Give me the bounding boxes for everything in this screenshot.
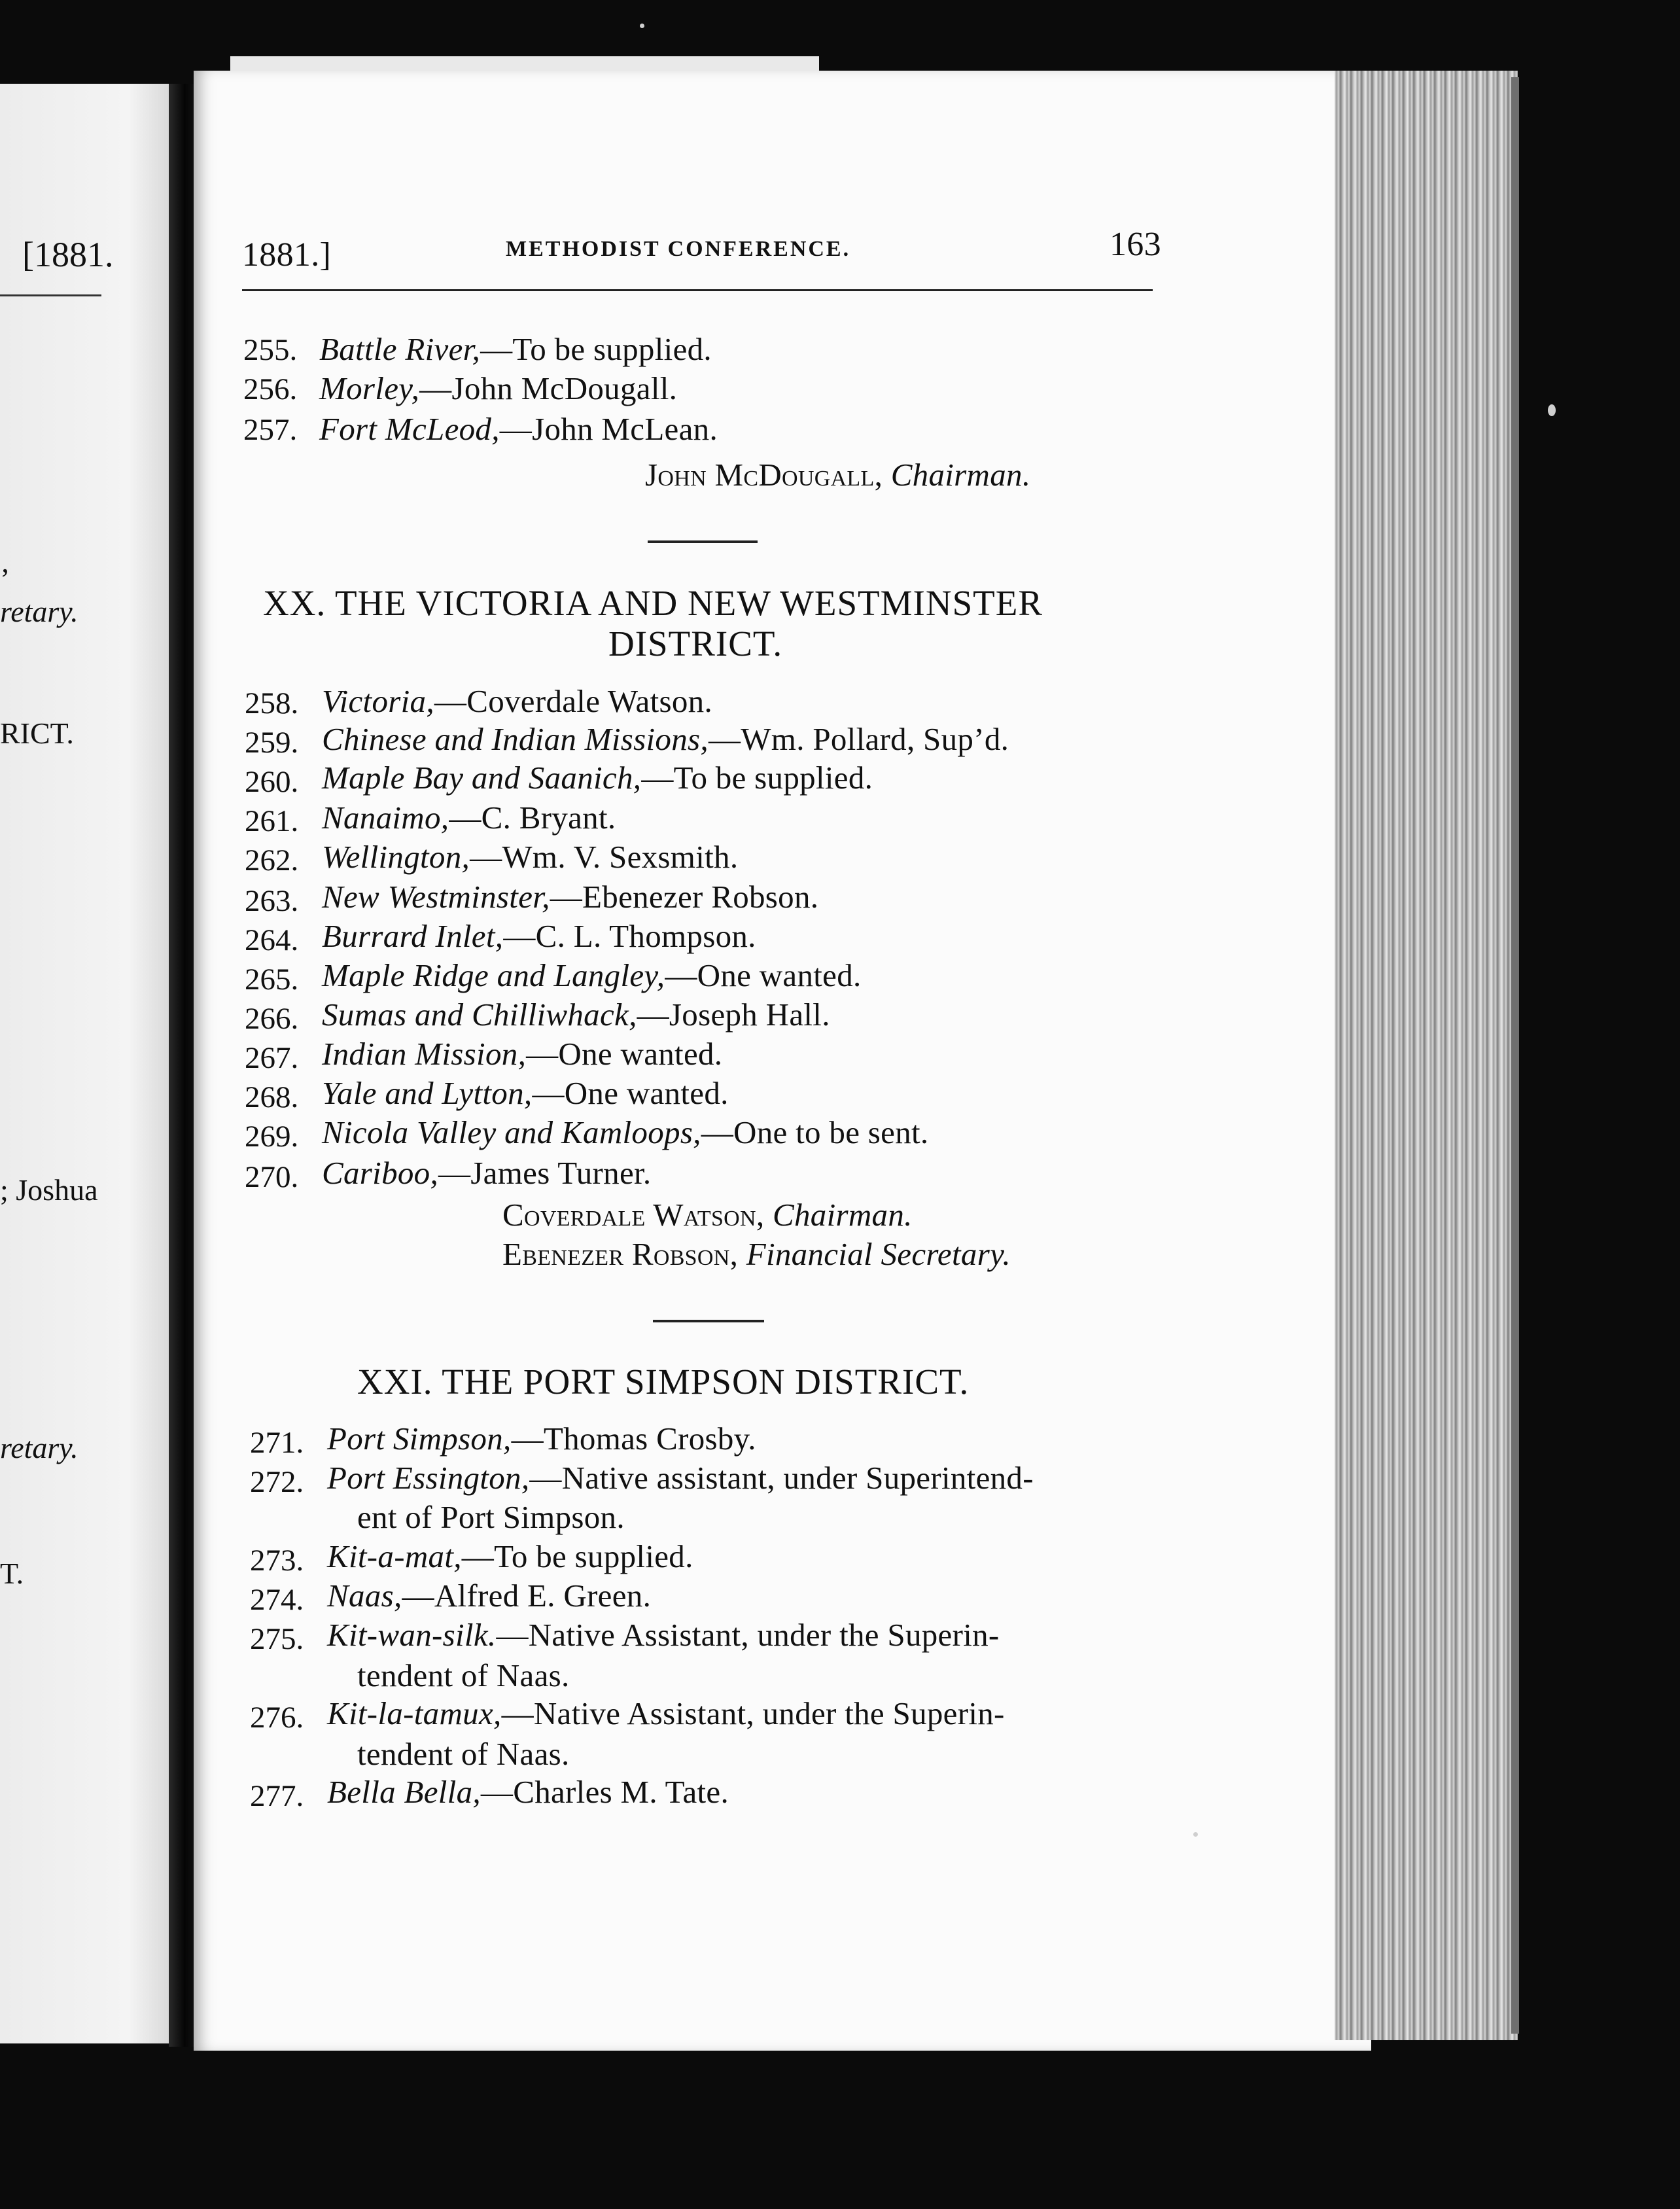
entry-number: 271. (250, 1426, 304, 1460)
previous-page-fragment-text: RICT. (0, 716, 74, 750)
entry-appointment: —Native Assistant, under the Superin- (496, 1617, 1000, 1653)
entry-place: Indian Mission, (322, 1036, 527, 1072)
entry-number: 264. (245, 923, 299, 957)
previous-page-fragment-text: retary. (0, 1431, 79, 1464)
entry-place: Yale and Lytton, (322, 1075, 533, 1111)
entry-line (327, 1773, 729, 1811)
entry-number: 272. (250, 1465, 304, 1499)
entry-place: Naas, (327, 1578, 402, 1614)
entry-appointment: —Wm. V. Sexsmith. (470, 839, 739, 875)
entry-number: 255. (243, 333, 298, 367)
entry-number: 256. (243, 372, 298, 406)
entry-number: 277. (250, 1779, 304, 1813)
entry-appointment: —Ebenezer Robson. (550, 879, 819, 915)
entry-line (327, 1616, 1000, 1653)
entry-place: Bella Bella, (327, 1774, 481, 1810)
entry-line (327, 1420, 756, 1457)
entry-line (322, 1154, 651, 1192)
entry-number: 261. (245, 804, 299, 838)
entry-appointment: —One wanted. (665, 957, 862, 993)
entry-appointment: —Thomas Crosby. (511, 1421, 756, 1457)
entry-place: Kit-a-mat, (327, 1538, 462, 1574)
entry-line (322, 1114, 928, 1151)
entry-number: 273. (250, 1544, 304, 1578)
entry-appointment: —Alfred E. Green. (402, 1578, 652, 1614)
entry-place: Cariboo, (322, 1155, 439, 1191)
entry-line (322, 720, 1009, 758)
entry-line (322, 799, 616, 836)
district-title-continued: DISTRICT. (608, 624, 783, 663)
entry-appointment: —Native Assistant, under the Superin- (501, 1695, 1005, 1731)
previous-page-header-rule (0, 294, 101, 296)
section-divider (653, 1320, 764, 1322)
entry-line (322, 957, 862, 994)
dust-speck (640, 24, 644, 28)
entry-number: 270. (245, 1160, 299, 1194)
entry-number: 276. (250, 1701, 304, 1735)
signature-name: John McDougall, (645, 457, 883, 493)
entry-place: Kit-la-tamux, (327, 1695, 502, 1731)
district-title: XXI. THE PORT SIMPSON DISTRICT. (357, 1362, 970, 1402)
previous-page-fragment-text: T. (0, 1557, 24, 1590)
district-title: XX. THE VICTORIA AND NEW WESTMINSTER (263, 583, 1043, 623)
entry-number: 275. (250, 1622, 304, 1656)
entry-place: Maple Ridge and Langley, (322, 957, 665, 993)
chairman-signature (502, 1196, 913, 1233)
entry-place: Kit-wan-silk. (327, 1617, 497, 1653)
entry-appointment: —John McDougall. (419, 370, 678, 406)
entry-line (322, 1035, 722, 1072)
entry-appointment: —One wanted. (532, 1075, 729, 1111)
entry-continuation: tendent of Naas. (357, 1657, 570, 1693)
previous-page-fragment-text: ’ (0, 562, 10, 595)
previous-page-year: [1881. (22, 235, 114, 274)
signature-name: Ebenezer Robson, (502, 1236, 739, 1272)
entry-number: 258. (245, 686, 299, 720)
entry-continuation: ent of Port Simpson. (357, 1499, 625, 1535)
entry-number: 263. (245, 884, 299, 918)
entry-continuation: tendent of Naas. (357, 1736, 570, 1772)
chairman-signature (645, 456, 1030, 493)
signature-role: Chairman. (772, 1197, 913, 1233)
signature-role: Chairman. (890, 457, 1031, 493)
previous-page-fragment-text: retary. (0, 595, 79, 628)
entry-number: 260. (245, 765, 299, 799)
previous-page-fragment (0, 84, 184, 2043)
section-divider (648, 540, 758, 543)
entry-appointment: —To be supplied. (641, 760, 873, 796)
entry-appointment: —To be supplied. (480, 331, 712, 367)
entry-line (327, 1695, 1005, 1732)
entry-appointment: —Native assistant, under Superintend- (529, 1460, 1034, 1496)
entry-place: Chinese and Indian Missions, (322, 721, 709, 757)
entry-appointment: —James Turner. (438, 1155, 652, 1191)
entry-line (322, 838, 738, 875)
dust-speck (1193, 1832, 1198, 1837)
entry-line (319, 330, 712, 368)
entry-number: 257. (243, 413, 298, 447)
entry-number: 267. (245, 1041, 299, 1075)
entry-appointment: —One wanted. (526, 1036, 723, 1072)
entry-number: 266. (245, 1002, 299, 1036)
page-number: 163 (1110, 226, 1161, 263)
entry-place: Nicola Valley and Kamloops, (322, 1114, 701, 1150)
running-title: METHODIST CONFERENCE. (506, 237, 851, 261)
entry-place: Port Simpson, (327, 1421, 512, 1457)
entry-line (327, 1459, 1034, 1496)
entry-line (322, 682, 712, 720)
entry-appointment: —One to be sent. (701, 1114, 929, 1150)
entry-appointment: —C. L. Thompson. (503, 918, 756, 954)
entry-line (327, 1538, 693, 1575)
dust-speck (1548, 404, 1556, 416)
entry-appointment: —Charles M. Tate. (480, 1774, 729, 1810)
entry-number: 269. (245, 1120, 299, 1154)
entry-line (322, 878, 818, 915)
entry-number: 259. (245, 726, 299, 760)
entry-place: Sumas and Chilliwhack, (322, 997, 637, 1033)
header-rule (242, 289, 1153, 291)
entry-line (322, 996, 830, 1033)
entry-place: Fort McLeod, (319, 411, 500, 447)
entry-number: 262. (245, 843, 299, 877)
entry-line (319, 370, 677, 407)
entry-appointment: —C. Bryant. (449, 800, 616, 836)
entry-place: Burrard Inlet, (322, 918, 504, 954)
entry-appointment: —Joseph Hall. (637, 997, 830, 1033)
page-edges-shadow (1511, 77, 1519, 2034)
entry-number: 274. (250, 1583, 304, 1617)
entry-line (327, 1577, 651, 1614)
entry-appointment: —Wm. Pollard, Sup’d. (708, 721, 1009, 757)
entry-line (322, 1074, 729, 1112)
header-year: 1881.] (242, 236, 332, 274)
entry-appointment: —John McLean. (499, 411, 718, 447)
entry-place: Nanaimo, (322, 800, 449, 836)
entry-number: 268. (245, 1080, 299, 1114)
entry-place: Port Essington, (327, 1460, 530, 1496)
entry-place: Battle River, (319, 331, 481, 367)
entry-place: Morley, (319, 370, 420, 406)
entry-place: Wellington, (322, 839, 470, 875)
entry-line (322, 759, 873, 796)
entry-place: Maple Bay and Saanich, (322, 760, 642, 796)
entry-place: Victoria, (322, 683, 434, 719)
entry-line (319, 410, 718, 448)
entry-line (322, 917, 756, 955)
entry-number: 265. (245, 963, 299, 997)
signature-name: Coverdale Watson, (502, 1197, 765, 1233)
entry-appointment: —Coverdale Watson. (434, 683, 713, 719)
previous-page-fragment-text: ; Joshua (0, 1173, 98, 1207)
signature-role: Financial Secretary. (746, 1236, 1011, 1272)
entry-appointment: —To be supplied. (461, 1538, 693, 1574)
entry-place: New Westminster, (322, 879, 550, 915)
page-edges (1335, 71, 1518, 2040)
financial-secretary-signature (502, 1235, 1011, 1273)
